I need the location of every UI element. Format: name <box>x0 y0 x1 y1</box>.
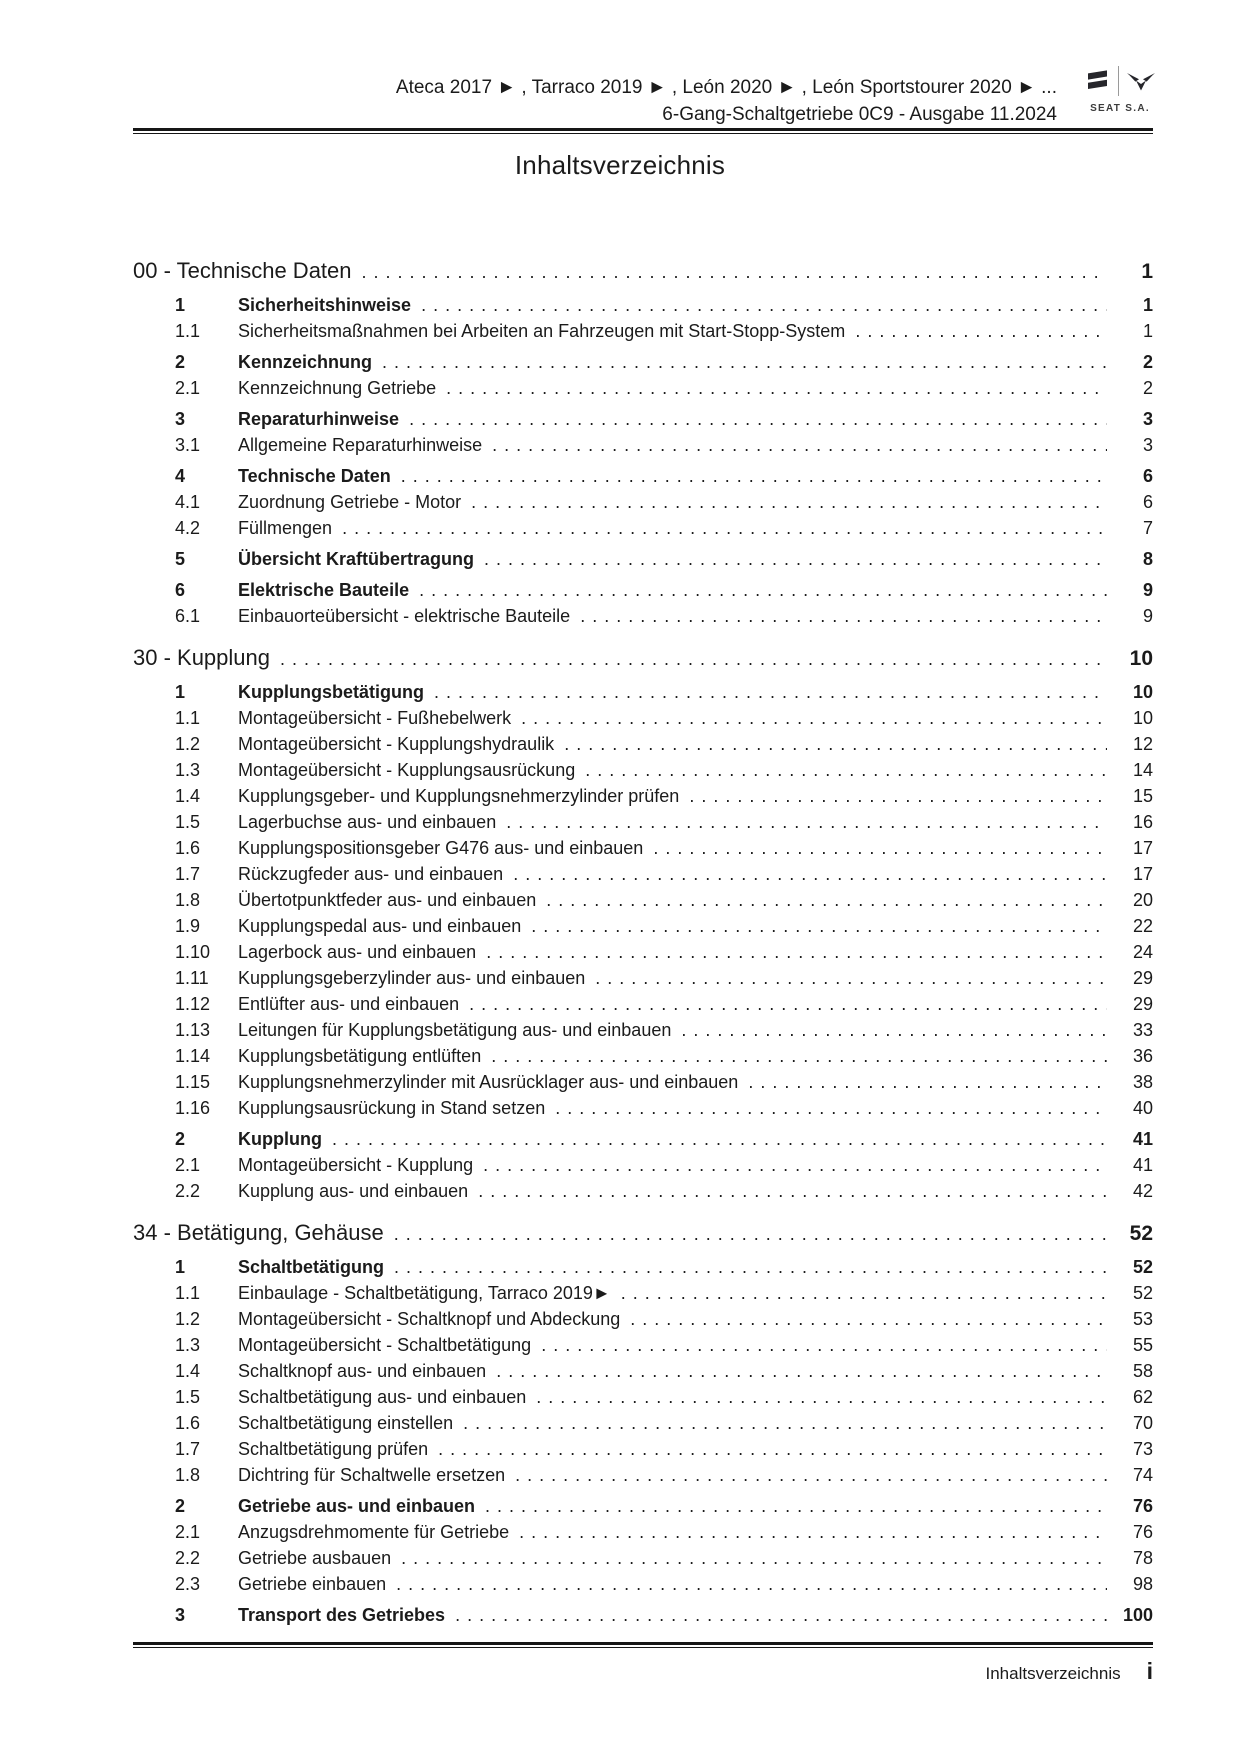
toc-page-number: 52 <box>1132 1257 1153 1277</box>
toc-page-number: 33 <box>1132 1020 1153 1040</box>
toc-row[interactable] <box>133 913 1153 939</box>
toc-row[interactable] <box>133 375 1153 401</box>
toc-entry-number: 1.1 <box>175 1283 201 1303</box>
toc-page-number: 70 <box>1132 1413 1153 1433</box>
toc-page-number: 14 <box>1132 760 1153 780</box>
logo-divider <box>1118 66 1119 96</box>
footer-page-number: i <box>1146 1658 1153 1684</box>
toc-leader-dots <box>621 1280 1107 1306</box>
toc-entry-number: 2.3 <box>175 1574 201 1594</box>
toc-page-number: 41 <box>1132 1155 1153 1175</box>
toc-row[interactable] <box>133 1126 1153 1152</box>
toc-row[interactable] <box>133 546 1153 572</box>
toc-row[interactable] <box>133 1571 1153 1597</box>
toc-leader-dots <box>409 406 1107 432</box>
toc-page-number: 38 <box>1132 1072 1153 1092</box>
toc-leader-dots <box>564 731 1107 757</box>
toc-entry-title: Lagerbock aus- und einbauen <box>238 942 477 962</box>
toc-leader-dots <box>486 939 1107 965</box>
toc-entry-number: 1 <box>175 295 186 315</box>
toc-entry-number: 2.1 <box>175 1522 201 1542</box>
toc-page-number: 98 <box>1132 1574 1153 1594</box>
toc-row[interactable] <box>133 463 1153 489</box>
toc-leader-dots <box>478 1178 1107 1204</box>
toc-row[interactable] <box>133 1218 1153 1249</box>
toc-row[interactable] <box>133 757 1153 783</box>
toc-entry-number: 1.16 <box>175 1098 211 1118</box>
toc-row[interactable] <box>133 965 1153 991</box>
toc-entry-title: Kupplungsbetätigung <box>238 682 424 702</box>
toc-page-number: 12 <box>1132 734 1153 754</box>
toc-entry-title: Kupplungsgeberzylinder aus- und einbauen <box>238 968 586 988</box>
toc-row[interactable] <box>133 643 1153 674</box>
brand-caption: SEAT S.A. <box>1090 103 1150 114</box>
toc-page-number: 6 <box>1142 492 1153 512</box>
toc-leader-dots <box>396 1571 1107 1597</box>
toc-entry-title: Dichtring für Schaltwelle ersetzen <box>238 1465 506 1485</box>
toc-entry-title: Übertotpunktfeder aus- und einbauen <box>238 890 537 910</box>
toc-row[interactable] <box>133 1519 1153 1545</box>
toc-row[interactable] <box>133 783 1153 809</box>
cupra-logo-icon <box>1126 66 1156 96</box>
toc-page-number: 73 <box>1132 1439 1153 1459</box>
toc-row[interactable] <box>133 406 1153 432</box>
toc-entry-number: 1.13 <box>175 1020 211 1040</box>
toc-leader-dots <box>362 257 1107 287</box>
toc-leader-dots <box>483 1152 1107 1178</box>
toc-entry-title: 34 - Betätigung, Gehäuse <box>133 1220 384 1245</box>
toc-page-number: 7 <box>1142 518 1153 538</box>
toc-list <box>133 242 1153 1628</box>
toc-row[interactable] <box>133 835 1153 861</box>
toc-entry-title: Schaltknopf aus- und einbauen <box>238 1361 487 1381</box>
toc-entry-title: Kupplung <box>238 1129 322 1149</box>
toc-row[interactable] <box>133 577 1153 603</box>
toc-entry-number: 1.15 <box>175 1072 211 1092</box>
toc-leader-dots <box>484 546 1107 572</box>
toc-entry-number: 5 <box>175 549 186 569</box>
toc-page-number: 62 <box>1132 1387 1153 1407</box>
toc-row[interactable] <box>133 515 1153 541</box>
toc-entry-number: 2.2 <box>175 1548 201 1568</box>
toc-row[interactable] <box>133 1152 1153 1178</box>
toc-page-number: 3 <box>1142 409 1153 429</box>
toc-entry-title: Schaltbetätigung einstellen <box>238 1413 454 1433</box>
toc-page-number: 2 <box>1142 352 1153 372</box>
toc-row[interactable] <box>133 1254 1153 1280</box>
toc-entry-number: 1.1 <box>175 321 201 341</box>
toc-entry-number: 2 <box>175 1496 186 1516</box>
toc-entry-title: Übersicht Kraftübertragung <box>238 549 475 569</box>
brand-logo-block <box>1078 64 1162 114</box>
toc-row[interactable] <box>133 318 1153 344</box>
toc-entry-number: 2.1 <box>175 1155 201 1175</box>
header-models-line: Ateca 2017 ► , Tarraco 2019 ► , León 2020 ► , León Sportstourer 2020 ► ... <box>395 77 1057 98</box>
toc-page-number: 15 <box>1132 786 1153 806</box>
toc-entry-title: Kupplung aus- und einbauen <box>238 1181 469 1201</box>
toc-entry-title: Kupplungsgeber- und Kupplungsnehmerzylinder prüfen <box>238 786 680 806</box>
toc-leader-dots <box>446 375 1107 401</box>
page-title: Inhaltsverzeichnis <box>514 150 726 180</box>
toc-entry-title: Kennzeichnung <box>238 352 372 372</box>
page-footer <box>133 1658 1153 1685</box>
toc-entry-title: Montageübersicht - Fußhebelwerk <box>238 708 512 728</box>
toc-page-number: 10 <box>1132 682 1153 702</box>
toc-entry-number: 3.1 <box>175 435 201 455</box>
toc-page-number: 36 <box>1132 1046 1153 1066</box>
toc-page-number: 52 <box>1129 1222 1153 1245</box>
toc-leader-dots <box>541 1332 1107 1358</box>
toc-row[interactable] <box>133 1410 1153 1436</box>
toc-entry-title: Zuordnung Getriebe - Motor <box>238 492 462 512</box>
toc-page-number: 58 <box>1132 1361 1153 1381</box>
toc-entry-title: Schaltbetätigung aus- und einbauen <box>238 1387 527 1407</box>
toc-entry-number: 1.5 <box>175 812 201 832</box>
toc-entry-title: Transport des Getriebes <box>238 1605 446 1625</box>
footer-label: Inhaltsverzeichnis <box>985 1664 1121 1683</box>
toc-entry-number: 3 <box>175 409 186 429</box>
toc-leader-dots <box>580 603 1107 629</box>
toc-entry-number: 4.2 <box>175 518 201 538</box>
toc-page-number: 52 <box>1132 1283 1153 1303</box>
toc-leader-dots <box>421 292 1107 318</box>
toc-entry-title: Reparaturhinweise <box>238 409 400 429</box>
toc-entry-title: Rückzugfeder aus- und einbauen <box>238 864 504 884</box>
toc-leader-dots <box>455 1602 1107 1628</box>
toc-leader-dots <box>585 757 1107 783</box>
toc-entry-number: 2.2 <box>175 1181 201 1201</box>
toc-row[interactable] <box>133 1462 1153 1488</box>
toc-entry-number: 2.1 <box>175 378 201 398</box>
toc-entry-number: 1.1 <box>175 708 201 728</box>
toc-page-number: 100 <box>1122 1605 1153 1625</box>
toc-leader-dots <box>689 783 1107 809</box>
toc-leader-dots <box>471 489 1107 515</box>
toc-entry-title: Sicherheitshinweise <box>238 295 412 315</box>
toc-leader-dots <box>401 1545 1107 1571</box>
toc-leader-dots <box>463 1410 1107 1436</box>
toc-entry-title: Getriebe ausbauen <box>238 1548 392 1568</box>
toc-leader-dots <box>681 1017 1107 1043</box>
toc-leader-dots <box>513 861 1107 887</box>
toc-entry-title: Entlüfter aus- und einbauen <box>238 994 460 1014</box>
toc-page-number: 1 <box>1142 295 1153 315</box>
toc-page-number: 55 <box>1132 1335 1153 1355</box>
toc-row[interactable] <box>133 991 1153 1017</box>
toc-entry-title: Montageübersicht - Kupplungsausrückung <box>238 760 576 780</box>
toc-page-number: 2 <box>1142 378 1153 398</box>
toc-page-number: 74 <box>1132 1465 1153 1485</box>
toc-entry-title: Füllmengen <box>238 518 333 538</box>
toc-entry-number: 3 <box>175 1605 186 1625</box>
toc-row[interactable] <box>133 705 1153 731</box>
toc-row[interactable] <box>133 1332 1153 1358</box>
toc-row[interactable] <box>133 349 1153 375</box>
toc-entry-title: Einbaulage - Schaltbetätigung, Tarraco 2019► <box>238 1283 611 1303</box>
toc-entry-number: 1.3 <box>175 760 201 780</box>
toc-page-number: 40 <box>1132 1098 1153 1118</box>
toc-row[interactable] <box>133 1436 1153 1462</box>
toc-row[interactable] <box>133 1095 1153 1121</box>
toc-leader-dots <box>546 887 1107 913</box>
toc-entry-number: 1.14 <box>175 1046 211 1066</box>
toc-entry-title: Lagerbuchse aus- und einbauen <box>238 812 497 832</box>
toc-entry-title: Schaltbetätigung <box>238 1257 385 1277</box>
toc-entry-title: Elektrische Bauteile <box>238 580 410 600</box>
toc-entry-title: Technische Daten <box>238 466 391 486</box>
toc-entry-number: 1.3 <box>175 1335 201 1355</box>
toc-row[interactable] <box>133 1493 1153 1519</box>
toc-entry-number: 1.5 <box>175 1387 201 1407</box>
toc-page-number: 9 <box>1142 606 1153 626</box>
toc-leader-dots <box>419 577 1107 603</box>
toc-page-number: 17 <box>1132 864 1153 884</box>
header-rule <box>133 128 1153 134</box>
toc-entry-title: 30 - Kupplung <box>133 645 270 670</box>
toc-entry-title: Leitungen für Kupplungsbetätigung aus- und einbauen <box>238 1020 672 1040</box>
toc-entry-title: 00 - Technische Daten <box>133 258 352 283</box>
toc-row[interactable] <box>133 1017 1153 1043</box>
toc-row[interactable] <box>133 1358 1153 1384</box>
toc-row[interactable] <box>133 809 1153 835</box>
toc-leader-dots <box>653 835 1107 861</box>
toc-page-number: 16 <box>1132 812 1153 832</box>
toc-row[interactable] <box>133 1306 1153 1332</box>
toc-leader-dots <box>595 965 1107 991</box>
toc-entry-title: Kupplungsbetätigung entlüften <box>238 1046 482 1066</box>
toc-entry-number: 1.7 <box>175 1439 201 1459</box>
toc-leader-dots <box>521 705 1107 731</box>
toc-entry-number: 1.4 <box>175 1361 201 1381</box>
toc-row[interactable] <box>133 1602 1153 1628</box>
toc-leader-dots <box>332 1126 1107 1152</box>
toc-page-number: 42 <box>1132 1181 1153 1201</box>
toc-row[interactable] <box>133 432 1153 458</box>
toc-row[interactable] <box>133 489 1153 515</box>
toc-entry-number: 2 <box>175 1129 186 1149</box>
toc-row[interactable] <box>133 861 1153 887</box>
toc-leader-dots <box>342 515 1107 541</box>
toc-page-number: 76 <box>1132 1496 1153 1516</box>
toc-entry-title: Sicherheitsmaßnahmen bei Arbeiten an Fahrzeugen mit Start-Stopp-System <box>238 321 846 341</box>
toc-page-number: 29 <box>1132 994 1153 1014</box>
header-subtitle-line: 6-Gang-Schaltgetriebe 0C9 - Ausgabe 11.2024 <box>662 104 1057 125</box>
brand-logo-row <box>1078 64 1162 98</box>
toc-entry-number: 1 <box>175 1257 186 1277</box>
toc-entry-title: Schaltbetätigung prüfen <box>238 1439 429 1459</box>
toc-entry-number: 1.12 <box>175 994 211 1014</box>
toc-row[interactable] <box>133 1280 1153 1306</box>
toc-entry-number: 2 <box>175 352 186 372</box>
toc-entry-title: Einbauorteübersicht - elektrische Bauteile <box>238 606 571 626</box>
toc-page-number: 1 <box>1142 321 1153 341</box>
toc-leader-dots <box>382 349 1107 375</box>
toc-entry-title: Anzugsdrehmomente für Getriebe <box>238 1522 510 1542</box>
toc-entry-title: Kupplungsausrückung in Stand setzen <box>238 1098 546 1118</box>
toc-entry-title: Montageübersicht - Schaltknopf und Abdeckung <box>238 1309 621 1329</box>
page-header <box>396 74 1057 128</box>
toc-entry-number: 1.7 <box>175 864 201 884</box>
toc-leader-dots <box>506 809 1107 835</box>
toc-page-number: 22 <box>1132 916 1153 936</box>
toc-row[interactable] <box>133 731 1153 757</box>
toc-entry-number: 1.2 <box>175 734 201 754</box>
toc-leader-dots <box>394 1254 1107 1280</box>
toc-entry-title: Kupplungspedal aus- und einbauen <box>238 916 522 936</box>
toc-leader-dots <box>855 318 1107 344</box>
toc-entry-number: 1.10 <box>175 942 211 962</box>
toc-entry-title: Montageübersicht - Kupplung <box>238 1155 474 1175</box>
toc-entry-number: 1.4 <box>175 786 201 806</box>
toc-entry-number: 1.11 <box>175 968 209 988</box>
toc-leader-dots <box>394 1219 1107 1249</box>
toc-leader-dots <box>438 1436 1107 1462</box>
toc-leader-dots <box>555 1095 1107 1121</box>
toc-entry-title: Montageübersicht - Schaltbetätigung <box>238 1335 532 1355</box>
toc-page-number: 20 <box>1132 890 1153 910</box>
toc-page-number: 10 <box>1129 647 1153 670</box>
toc-row[interactable] <box>133 1178 1153 1204</box>
toc-leader-dots <box>491 1043 1107 1069</box>
toc-entry-title: Kennzeichnung Getriebe <box>238 378 437 398</box>
toc-entry-number: 6 <box>175 580 186 600</box>
seat-logo-icon <box>1084 66 1111 96</box>
toc-entry-number: 1.6 <box>175 838 201 858</box>
toc-row[interactable] <box>133 1384 1153 1410</box>
toc-leader-dots <box>748 1069 1107 1095</box>
toc-page-number: 29 <box>1132 968 1153 988</box>
toc-entry-title: Allgemeine Reparaturhinweise <box>238 435 483 455</box>
toc-leader-dots <box>630 1306 1107 1332</box>
toc-entry-title: Montageübersicht - Kupplungshydraulik <box>238 734 555 754</box>
toc-leader-dots <box>485 1493 1107 1519</box>
toc-row[interactable] <box>133 1043 1153 1069</box>
toc-entry-title: Getriebe einbauen <box>238 1574 387 1594</box>
toc-row[interactable] <box>133 887 1153 913</box>
toc-entry-number: 4 <box>175 466 186 486</box>
toc-leader-dots <box>531 913 1107 939</box>
toc-page-number: 8 <box>1142 549 1153 569</box>
toc-entry-title: Kupplungspositionsgeber G476 aus- und einbauen <box>238 838 644 858</box>
toc-leader-dots <box>469 991 1107 1017</box>
toc-page-number: 10 <box>1132 708 1153 728</box>
footer-rule <box>133 1642 1153 1648</box>
toc-row[interactable] <box>133 603 1153 629</box>
toc-page-number: 78 <box>1132 1548 1153 1568</box>
toc-entry-number: 6.1 <box>175 606 201 626</box>
toc-leader-dots <box>496 1358 1107 1384</box>
toc-page-number: 6 <box>1142 466 1153 486</box>
toc-row[interactable] <box>133 292 1153 318</box>
toc-leader-dots <box>280 644 1107 674</box>
toc-entry-title: Getriebe aus- und einbauen <box>238 1496 476 1516</box>
toc-entry-title: Kupplungsnehmerzylinder mit Ausrücklager aus- und einbauen <box>238 1072 739 1092</box>
toc-leader-dots <box>434 679 1107 705</box>
toc-entry-number: 4.1 <box>175 492 201 512</box>
toc-row[interactable] <box>133 1545 1153 1571</box>
toc-entry-number: 1.9 <box>175 916 201 936</box>
toc-page-number: 17 <box>1132 838 1153 858</box>
toc-row[interactable] <box>133 1069 1153 1095</box>
toc-page-number: 24 <box>1132 942 1153 962</box>
toc-leader-dots <box>515 1462 1107 1488</box>
toc-page-number: 1 <box>1141 260 1153 283</box>
toc-page-number: 53 <box>1132 1309 1153 1329</box>
toc-leader-dots <box>536 1384 1107 1410</box>
toc-page-number: 9 <box>1142 580 1153 600</box>
toc-row[interactable] <box>133 939 1153 965</box>
toc-page-number: 41 <box>1132 1129 1153 1149</box>
toc-leader-dots <box>519 1519 1107 1545</box>
toc-leader-dots <box>401 463 1107 489</box>
toc-row[interactable] <box>133 679 1153 705</box>
toc-page-number: 76 <box>1132 1522 1153 1542</box>
toc-page-number: 3 <box>1142 435 1153 455</box>
toc-entry-number: 1.8 <box>175 890 201 910</box>
toc-leader-dots <box>492 432 1107 458</box>
toc-entry-number: 1.6 <box>175 1413 201 1433</box>
toc-row[interactable] <box>133 256 1153 287</box>
toc-entry-number: 1.2 <box>175 1309 201 1329</box>
toc-entry-number: 1 <box>175 682 186 702</box>
toc-entry-number: 1.8 <box>175 1465 201 1485</box>
